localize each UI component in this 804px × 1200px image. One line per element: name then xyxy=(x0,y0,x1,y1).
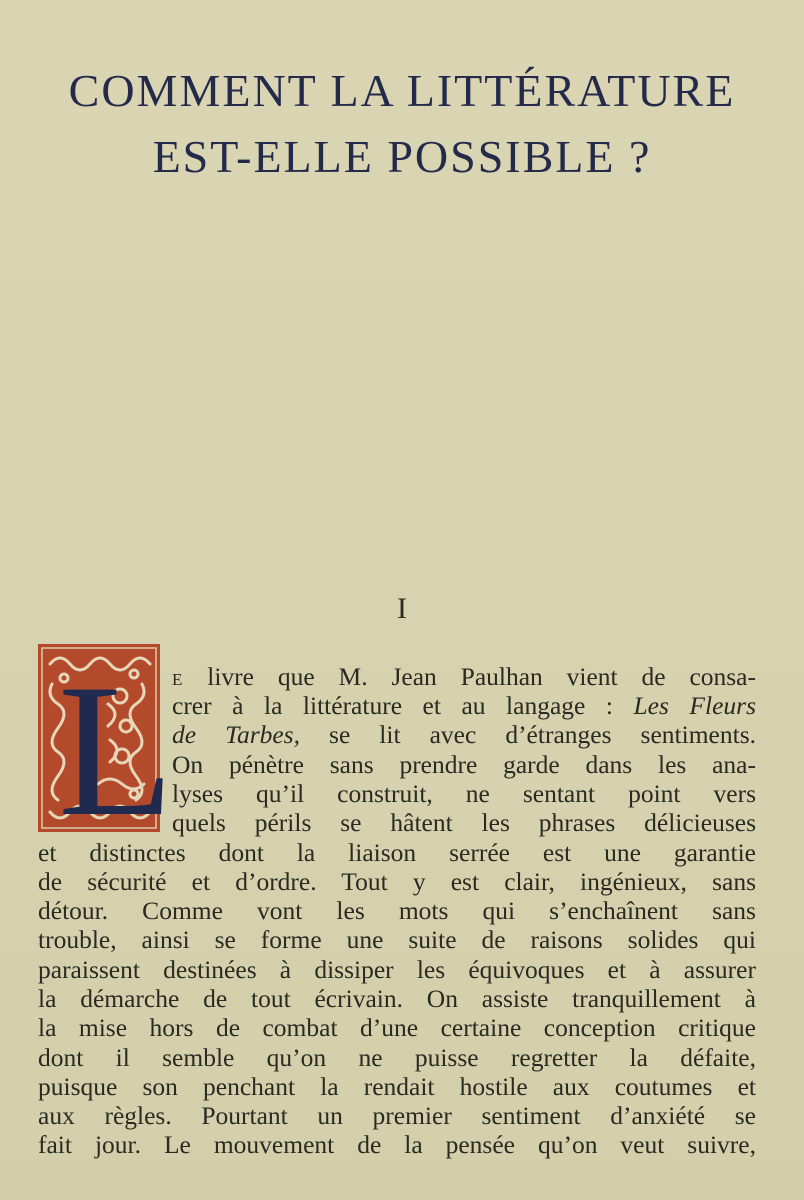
paragraph-line-17: fait jour. Le mouvement de la pensée qu’on veut suivre, xyxy=(38,1130,756,1159)
paragraph-line-7: et distinctes dont la liaison serrée est une garantie xyxy=(38,838,756,867)
book-title-part-2: de Tarbes, xyxy=(172,720,300,749)
paragraph-line-16: aux règles. Pourtant un premier sentiment d’anxiété se xyxy=(38,1101,756,1130)
drop-cap-continuation: E xyxy=(172,670,184,689)
section-number: I xyxy=(397,592,407,625)
drop-cap-letter: L xyxy=(58,646,175,856)
paragraph-line-2-text: crer à la littérature et au langage : xyxy=(172,691,634,720)
paragraph-line-11: paraissent destinées à dissiper les équivoques et à assurer xyxy=(38,955,756,984)
paragraph-line-12: la démarche de tout écrivain. On assiste tranquillement à xyxy=(38,984,756,1013)
paragraph-line-8: de sécurité et d’ordre. Tout y est clair, ingénieux, sans xyxy=(38,867,756,896)
paragraph-line-5: lyses qu’il construit, ne sentant point vers xyxy=(172,779,756,808)
paragraph-line-4: On pénètre sans prendre garde dans les ana- xyxy=(172,750,756,779)
paragraph-line-15: puisque son penchant la rendait hostile aux coutumes et xyxy=(38,1072,756,1101)
paragraph-line-13: la mise hors de combat d’une certaine conception critique xyxy=(38,1013,756,1042)
title-line-2: EST-ELLE POSSIBLE ? xyxy=(152,131,652,182)
book-title-part-1: Les Fleurs xyxy=(633,691,757,720)
paragraph-line-3-text: se lit avec d’étranges sentiments. xyxy=(299,720,756,749)
drop-cap-ornament xyxy=(38,644,175,856)
paragraph-line-10: trouble, ainsi se forme une suite de raisons solides qui xyxy=(38,925,756,954)
paragraph-line-2 xyxy=(172,691,756,721)
paragraph-line-9: détour. Comme vont les mots qui s’enchaînent sans xyxy=(38,896,756,925)
title-line-1: COMMENT LA LITTÉRATURE xyxy=(68,65,736,116)
paragraph-line-1-text: livre que M. Jean Paulhan vient de consa- xyxy=(183,662,756,691)
paragraph-line-14: dont il semble qu’on ne puisse regretter la défaite, xyxy=(38,1043,756,1072)
paragraph-line-6: quels périls se hâtent les phrases délicieuses xyxy=(172,808,756,837)
paragraph-line-3 xyxy=(172,720,756,750)
